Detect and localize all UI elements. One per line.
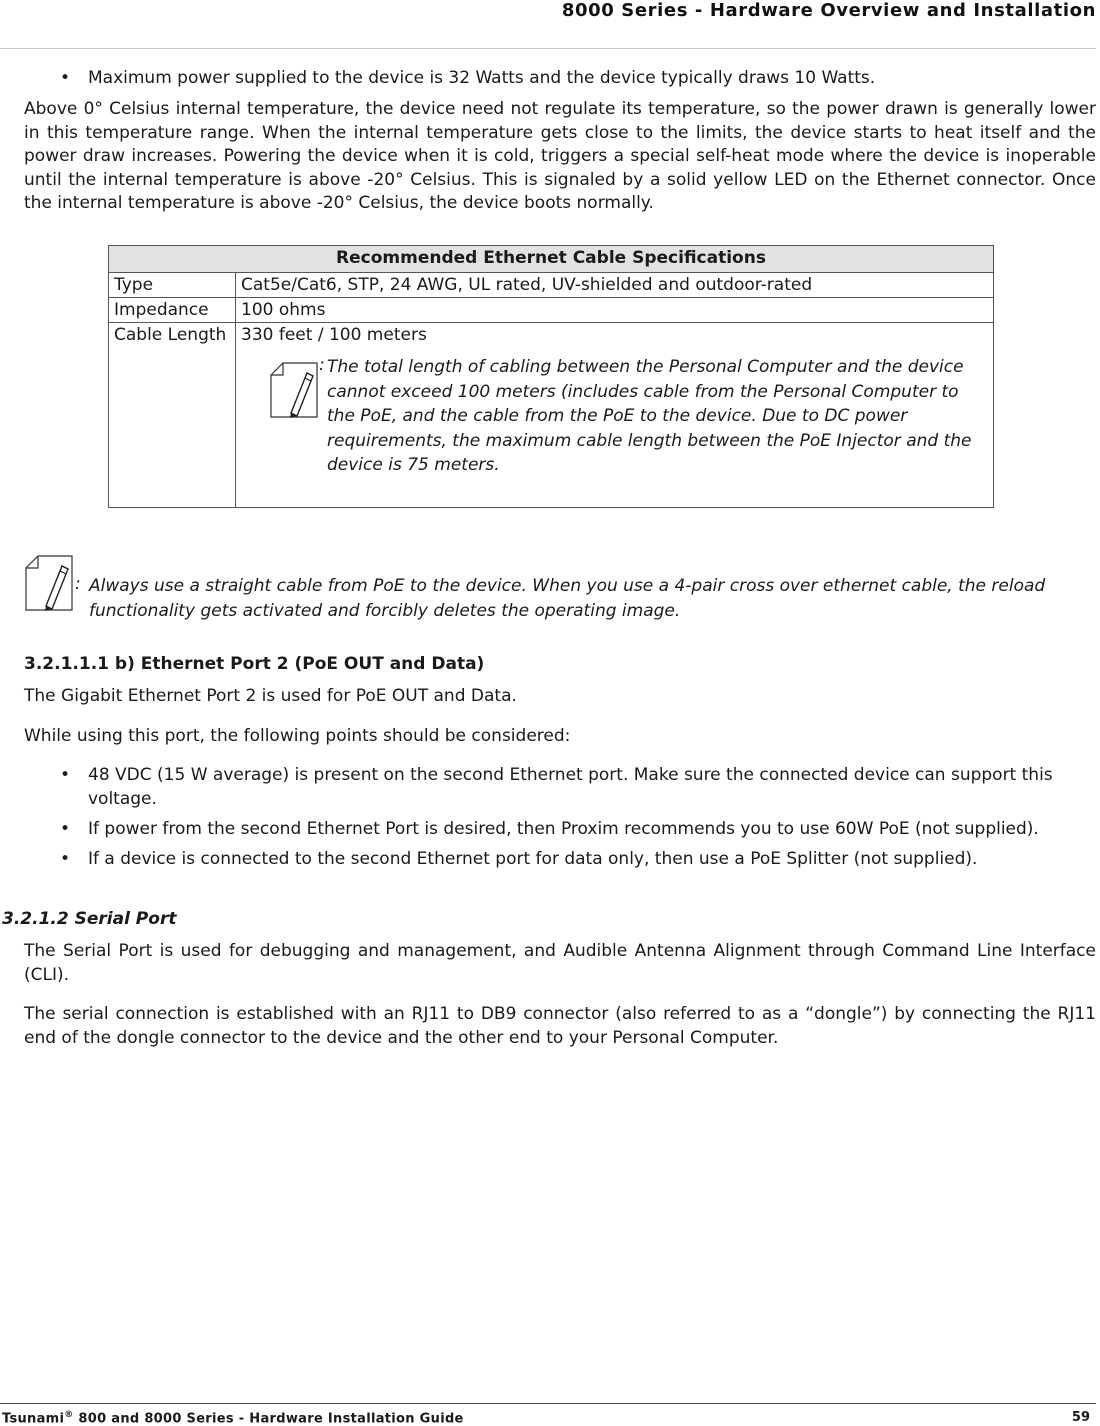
note-marker: : [75, 574, 81, 594]
section-heading: 3.2.1.2 Serial Port [2, 909, 177, 929]
footer-brand: Tsunami [2, 1411, 65, 1426]
table-cell-label: Impedance [109, 298, 236, 323]
bullet-glyph: • [60, 819, 71, 839]
cable-length-value: 330 feet / 100 meters [241, 325, 427, 345]
table-title: Recommended Ethernet Cable Specifications [109, 246, 994, 273]
registered-mark: ® [64, 1410, 74, 1420]
table-cell-value: Cat5e/Cat6, STP, 24 AWG, UL rated, UV-shielded and outdoor-rated [236, 273, 994, 298]
cable-spec-table [108, 245, 994, 508]
bullet-item [60, 848, 1080, 872]
table-cell-label: Type [109, 273, 236, 298]
bullet-text: If a device is connected to the second Ethernet port for data only, then use a PoE Splitter (not supplied). [88, 849, 978, 869]
bullet-item [60, 67, 1060, 91]
table-note-text: The total length of cabling between the Personal Computer and the device cannot exceed 100 meters (includes cable from the Personal Computer to the PoE, and the cable from the PoE to the device. Due to DC power requirements, the maximum cable length between the PoE Injector and the device is 75 meters. [327, 357, 972, 475]
table-cell-value [236, 323, 994, 508]
table-row [109, 323, 994, 508]
table-note [241, 355, 988, 478]
bullet-glyph: • [60, 849, 71, 869]
footer-guide-title [2, 1410, 464, 1426]
paragraph: The Serial Port is used for debugging and management, and Audible Antenna Alignment through Command Line Interface (CLI). [24, 941, 1096, 985]
bullet-item [60, 818, 1080, 842]
table-row [109, 298, 994, 323]
page-header-title: 8000 Series - Hardware Overview and Installation [561, 0, 1096, 21]
pencil-note-icon [24, 554, 76, 612]
paragraph: The Gigabit Ethernet Port 2 is used for PoE OUT and Data. [24, 686, 517, 706]
footer-title-rest: 800 and 8000 Series - Hardware Installation Guide [73, 1411, 464, 1426]
paragraph: While using this port, the following points should be considered: [24, 726, 571, 746]
header-divider [0, 48, 1096, 49]
page-number: 59 [1071, 1410, 1090, 1425]
bullet-glyph: • [60, 68, 71, 88]
bullet-glyph: • [60, 765, 71, 785]
table-cell-label: Cable Length [109, 323, 236, 508]
bullet-text: Maximum power supplied to the device is 32 Watts and the device typically draws 10 Watts. [88, 68, 876, 88]
pencil-note-icon [269, 361, 321, 419]
temperature-paragraph: Above 0° Celsius internal temperature, the device need not regulate its temperature, so the power drawn is generally lower in this temperature range. When the internal temperature gets close to the limits, the device starts to heat itself and the power draw increases. Powering the device when it is cold, triggers a special self-heat mode where the device is inoperable until the internal temperature is above -20° Celsius. This is signaled by a solid yellow LED on the Ethernet connector. Once the internal temperature is above -20° Celsius, the device boots normally. [24, 99, 1096, 213]
paragraph: The serial connection is established with an RJ11 to DB9 connector (also referred to as a “dongle”) by connecting the RJ11 end of the dongle connector to the device and the other end to your Personal Computer. [24, 1004, 1096, 1048]
bullet-item [60, 764, 1080, 812]
note-text: Always use a straight cable from PoE to the device. When you use a 4-pair cross over ethernet cable, the reload functionality gets activated and forcibly deletes the operating image. [89, 576, 1046, 621]
table-row [109, 273, 994, 298]
section-heading: 3.2.1.1.1 b) Ethernet Port 2 (PoE OUT and Data) [24, 654, 485, 674]
bullet-text: 48 VDC (15 W average) is present on the second Ethernet port. Make sure the connected device can support this voltage. [88, 765, 1053, 809]
straight-cable-note [24, 554, 1084, 620]
bullet-text: If power from the second Ethernet Port is desired, then Proxim recommends you to use 60W PoE (not supplied). [88, 819, 1039, 839]
footer-divider [0, 1403, 1096, 1404]
table-cell-value: 100 ohms [236, 298, 994, 323]
note-marker: : [319, 355, 325, 375]
